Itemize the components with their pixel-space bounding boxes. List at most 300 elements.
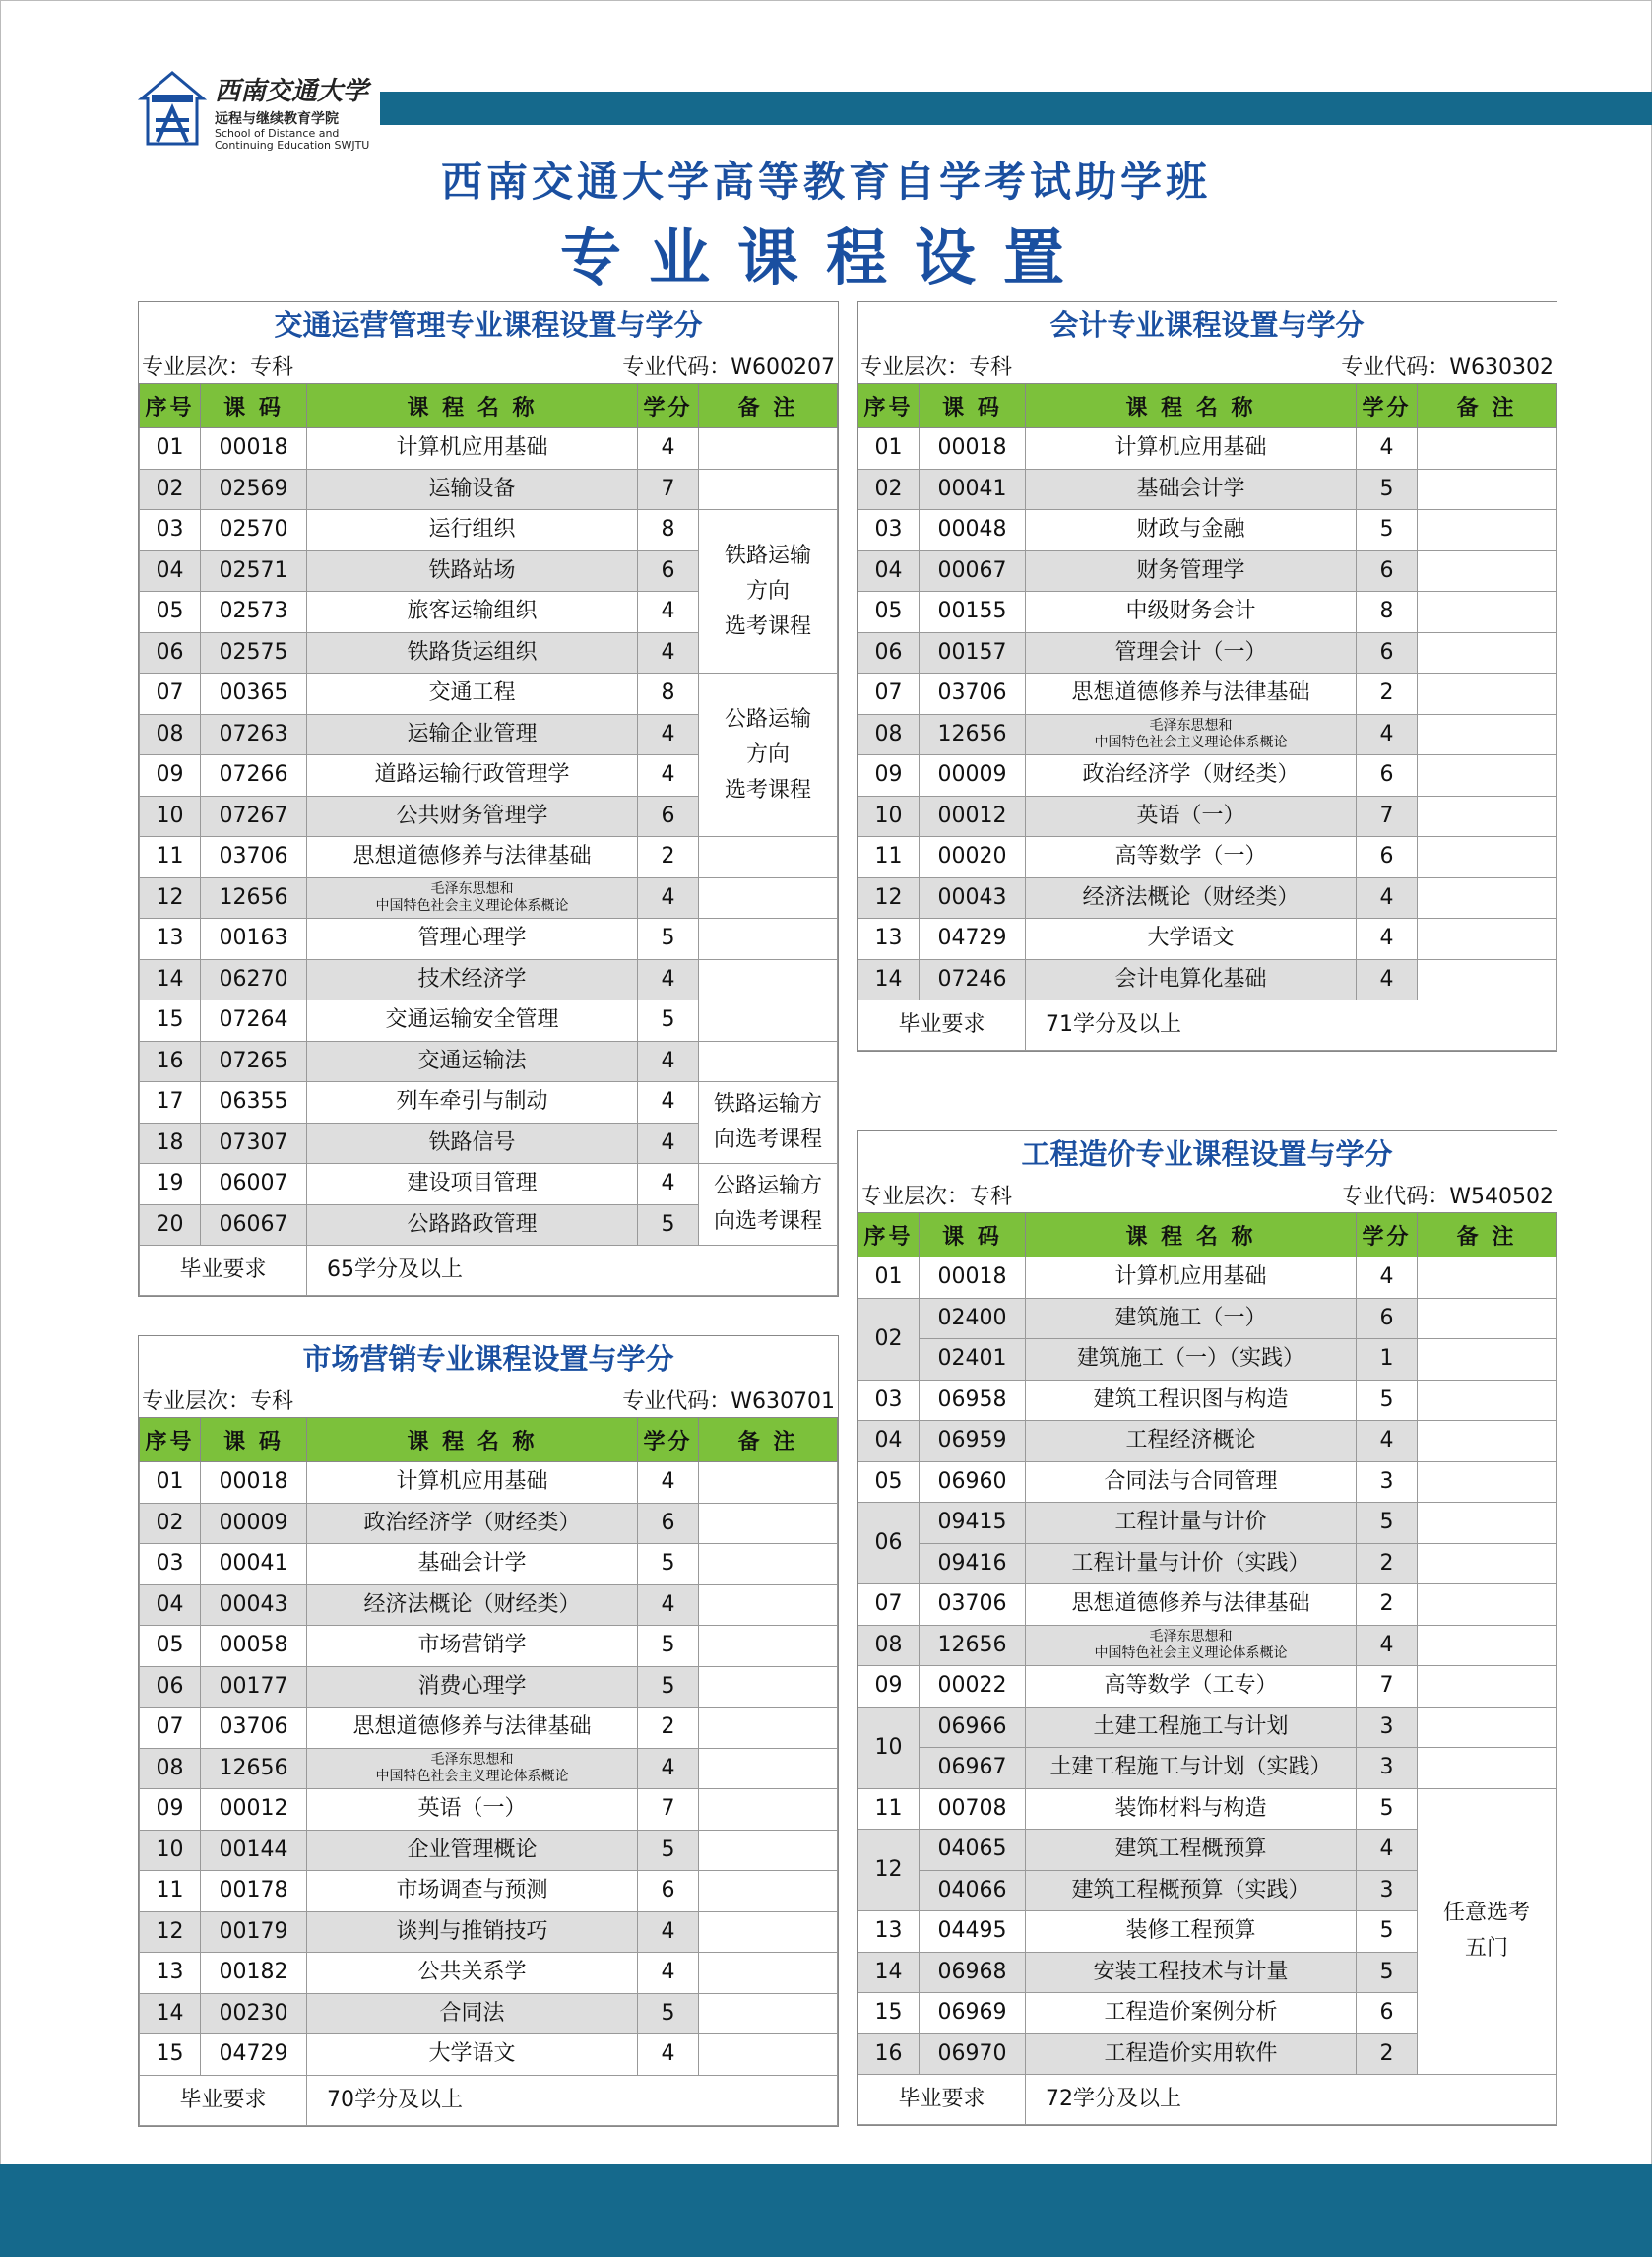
cell-credit: 2: [1357, 1543, 1418, 1584]
table-row: [858, 1380, 1557, 1421]
table-row: [858, 1666, 1557, 1708]
cell-seq: 18: [140, 1123, 201, 1164]
requirement-label: 毕业要求: [140, 1246, 307, 1296]
cell-note: [1418, 1339, 1557, 1381]
cell-code: 07265: [201, 1041, 307, 1082]
table-row: [858, 1257, 1557, 1299]
cell-seq: 12: [858, 877, 920, 919]
table-row: [858, 1584, 1557, 1626]
cell-seq: 10: [140, 796, 201, 837]
cell-seq: 02: [140, 469, 201, 510]
cell-name: 思想道德修养与法律基础: [1026, 674, 1357, 715]
cell-seq: 15: [140, 1000, 201, 1042]
cell-note: [699, 1544, 838, 1585]
cell-credit: 6: [1357, 632, 1418, 674]
cell-credit: 7: [638, 469, 699, 510]
cell-name: 会计电算化基础: [1026, 959, 1357, 1000]
cell-note: [699, 428, 838, 470]
cell-seq: 04: [858, 1421, 920, 1462]
major-code: 专业代码：W630701: [622, 1388, 835, 1414]
cell-seq: 14: [140, 1993, 201, 2034]
page-title: 西南交通大学高等教育自学考试助学班: [440, 158, 1211, 206]
cell-code: 06355: [201, 1082, 307, 1124]
cell-note: [699, 837, 838, 878]
cell-code: 00230: [201, 1993, 307, 2034]
col-name: 课 程 名 称: [1026, 1213, 1357, 1257]
cell-credit: 5: [638, 1000, 699, 1042]
cell-name: 计算机应用基础: [307, 1462, 638, 1504]
table-row: [858, 837, 1557, 878]
cell-name: 安装工程技术与计量: [1026, 1952, 1357, 1993]
cell-note: [1418, 1380, 1557, 1421]
cell-note: [1418, 1543, 1557, 1584]
cell-code: 00178: [201, 1871, 307, 1912]
table-row: [858, 550, 1557, 592]
cell-credit: 4: [638, 755, 699, 797]
cell-code: 00022: [920, 1666, 1026, 1708]
cell-credit: 2: [1357, 674, 1418, 715]
cell-credit: 2: [1357, 1584, 1418, 1626]
logo-cn: 西南交通大学: [215, 77, 369, 106]
table-row: [858, 796, 1557, 837]
cell-name: 公共财务管理学: [307, 796, 638, 837]
cell-credit: 5: [1357, 1911, 1418, 1953]
cell-credit: 4: [1357, 919, 1418, 960]
table-row: [140, 1789, 838, 1831]
cell-code: 03706: [920, 674, 1026, 715]
cell-credit: 5: [1357, 510, 1418, 551]
cell-code: 00012: [920, 796, 1026, 837]
cell-code: 06968: [920, 1952, 1026, 1993]
table-row: [858, 674, 1557, 715]
cell-name: 思想道德修养与法律基础: [307, 837, 638, 878]
requirement-row: [858, 2075, 1557, 2125]
cell-credit: 4: [638, 1041, 699, 1082]
cell-credit: 5: [638, 1666, 699, 1708]
cell-note: [699, 1993, 838, 2034]
col-note: 备 注: [1418, 384, 1557, 428]
cell-note: [1418, 1461, 1557, 1503]
cell-code: 00041: [201, 1544, 307, 1585]
cell-name: 合同法: [307, 1993, 638, 2034]
table-row: [140, 1708, 838, 1749]
cell-code: 04729: [201, 2034, 307, 2076]
cell-note: [699, 1462, 838, 1504]
cell-code: 00043: [201, 1584, 307, 1626]
cell-credit: 5: [638, 1993, 699, 2034]
header-band: [380, 92, 1652, 125]
table-row: [140, 1871, 838, 1912]
cell-code: 00365: [201, 674, 307, 715]
cell-name: 建筑工程概预算: [1026, 1830, 1357, 1871]
cell-name: 土建工程施工与计划（实践）: [1026, 1748, 1357, 1789]
panel-title: 工程造价专业课程设置与学分: [1021, 1137, 1393, 1171]
cell-seq: 07: [140, 1708, 201, 1749]
table-row: [140, 510, 838, 551]
cell-name: 旅客运输组织: [307, 592, 638, 633]
cell-seq: 03: [140, 510, 201, 551]
cell-credit: 4: [1357, 428, 1418, 470]
cell-code: 00012: [201, 1789, 307, 1831]
cell-code: 06970: [920, 2033, 1026, 2075]
logo-en-2: Continuing Education SWJTU: [215, 139, 370, 152]
cell-note: [699, 2034, 838, 2076]
cell-note: [1418, 674, 1557, 715]
panel-title: 会计专业课程设置与学分: [1049, 308, 1365, 342]
cell-seq: 01: [140, 428, 201, 470]
cell-code: 00157: [920, 632, 1026, 674]
cell-seq: 15: [858, 1993, 920, 2034]
table-row: [140, 2034, 838, 2076]
cell-name: 消费心理学: [307, 1666, 638, 1708]
col-name: 课 程 名 称: [307, 384, 638, 428]
cell-code: 02401: [920, 1339, 1026, 1381]
cell-name: 管理会计（一）: [1026, 632, 1357, 674]
cell-note: [699, 1748, 838, 1789]
table-row: [140, 1544, 838, 1585]
cell-note: [1418, 1625, 1557, 1666]
cell-name: 大学语文: [307, 2034, 638, 2076]
cell-credit: 4: [638, 1953, 699, 1994]
cell-credit: 1: [1357, 1339, 1418, 1381]
cell-name: 建筑施工（一）: [1026, 1298, 1357, 1339]
cell-code: 00155: [920, 592, 1026, 633]
cell-credit: 3: [1357, 1707, 1418, 1748]
cell-credit: 4: [638, 592, 699, 633]
cell-name: 土建工程施工与计划: [1026, 1707, 1357, 1748]
cell-seq: 02: [140, 1503, 201, 1544]
table-row: [858, 1748, 1557, 1789]
cell-code: 12656: [201, 1748, 307, 1789]
cell-seq: 09: [140, 755, 201, 797]
table-row: [140, 1462, 838, 1504]
cell-name: 思想道德修养与法律基础: [1026, 1584, 1357, 1626]
cell-code: 12656: [920, 1625, 1026, 1666]
cell-name: 建筑施工（一）（实践）: [1026, 1339, 1357, 1381]
table-row: [140, 1748, 838, 1789]
cell-code: 02569: [201, 469, 307, 510]
cell-name: 铁路货运组织: [307, 632, 638, 674]
cell-code: 09415: [920, 1503, 1026, 1544]
cell-note: [1418, 428, 1557, 470]
cell-name: 高等数学（一）: [1026, 837, 1357, 878]
cell-name: 基础会计学: [307, 1544, 638, 1585]
table-row: [140, 1993, 838, 2034]
cell-name: 计算机应用基础: [1026, 428, 1357, 470]
cell-seq: 04: [140, 550, 201, 592]
table-header: [140, 384, 838, 428]
cell-note: [699, 1911, 838, 1953]
cell-credit: 4: [638, 959, 699, 1000]
cell-seq: 09: [140, 1789, 201, 1831]
table-row: [858, 755, 1557, 797]
cell-credit: 6: [1357, 550, 1418, 592]
cell-code: 00048: [920, 510, 1026, 551]
cell-seq: 12: [140, 877, 201, 919]
cell-code: 07307: [201, 1123, 307, 1164]
col-code: 课 码: [201, 1418, 307, 1462]
cell-credit: 4: [1357, 1257, 1418, 1299]
table-row: [140, 1911, 838, 1953]
cell-credit: 5: [1357, 1503, 1418, 1544]
cell-note: [1418, 1298, 1557, 1339]
cell-code: 07264: [201, 1000, 307, 1042]
requirement-label: 毕业要求: [140, 2075, 307, 2125]
cell-note: [699, 1830, 838, 1871]
table-row: [140, 1666, 838, 1708]
col-seq: 序号: [140, 384, 201, 428]
cell-seq: 03: [858, 1380, 920, 1421]
cell-code: 07246: [920, 959, 1026, 1000]
cell-seq: 04: [140, 1584, 201, 1626]
cell-name: 毛泽东思想和 中国特色社会主义理论体系概论: [1026, 1625, 1357, 1666]
table-row: [858, 1298, 1557, 1339]
col-credit: 学分: [638, 1418, 699, 1462]
panel-costing: [857, 1130, 1557, 2126]
cell-seq: 07: [858, 674, 920, 715]
cell-seq: 15: [140, 2034, 201, 2076]
major-code: 专业代码：W630302: [1341, 355, 1554, 380]
cell-seq: 07: [140, 674, 201, 715]
table-row: [858, 428, 1557, 470]
cell-name: 公路路政管理: [307, 1204, 638, 1246]
col-credit: 学分: [1357, 1213, 1418, 1257]
cell-credit: 4: [1357, 959, 1418, 1000]
cell-code: 00018: [920, 1257, 1026, 1299]
cell-credit: 5: [638, 1830, 699, 1871]
panel-marketing: [138, 1335, 839, 2127]
cell-note: [1418, 592, 1557, 633]
cell-seq: 02: [858, 469, 920, 510]
cell-note: [1418, 1666, 1557, 1708]
cell-code: 00182: [201, 1953, 307, 1994]
cell-note: [1418, 755, 1557, 797]
cell-code: 06958: [920, 1380, 1026, 1421]
cell-credit: 6: [638, 796, 699, 837]
col-seq: 序号: [140, 1418, 201, 1462]
cell-note: 铁路运输方 向选考课程: [699, 1082, 838, 1164]
cell-name: 英语（一）: [1026, 796, 1357, 837]
cell-code: 02400: [920, 1298, 1026, 1339]
cell-note: [1418, 550, 1557, 592]
cell-name: 管理心理学: [307, 919, 638, 960]
cell-note: [1418, 469, 1557, 510]
cell-name: 建筑工程识图与构造: [1026, 1380, 1357, 1421]
major-level: 专业层次：专科: [142, 355, 294, 380]
table-row: [140, 877, 838, 919]
cell-credit: 4: [1357, 1421, 1418, 1462]
cell-seq: 09: [858, 755, 920, 797]
cell-seq: 13: [140, 1953, 201, 1994]
panel-title: 交通运营管理专业课程设置与学分: [274, 308, 703, 342]
cell-code: 00018: [201, 1462, 307, 1504]
table-row: [140, 1953, 838, 1994]
major-code: 专业代码：W600207: [622, 355, 835, 380]
cell-note: [1418, 837, 1557, 878]
cell-seq: 03: [140, 1544, 201, 1585]
cell-code: 02573: [201, 592, 307, 633]
cell-credit: 3: [1357, 1748, 1418, 1789]
cell-seq: 06: [858, 632, 920, 674]
course-table: [858, 383, 1557, 1051]
table-row: [858, 1543, 1557, 1584]
cell-name: 大学语文: [1026, 919, 1357, 960]
table-row: [858, 919, 1557, 960]
cell-credit: 4: [638, 1748, 699, 1789]
course-table: [139, 383, 838, 1296]
cell-code: 09416: [920, 1543, 1026, 1584]
cell-note: [699, 1789, 838, 1831]
cell-seq: 19: [140, 1164, 201, 1205]
cell-seq: 11: [858, 837, 920, 878]
cell-seq: 05: [858, 1461, 920, 1503]
cell-credit: 6: [638, 1503, 699, 1544]
cell-note: [1418, 714, 1557, 755]
cell-note: [699, 1708, 838, 1749]
requirement-value: 72学分及以上: [1026, 2075, 1557, 2125]
requirement-value: 65学分及以上: [307, 1246, 838, 1296]
cell-name: 市场调查与预测: [307, 1871, 638, 1912]
cell-credit: 6: [1357, 837, 1418, 878]
table-row: [140, 1584, 838, 1626]
cell-code: 00144: [201, 1830, 307, 1871]
table-row: [858, 1421, 1557, 1462]
cell-name: 市场营销学: [307, 1626, 638, 1667]
course-table: [139, 1417, 838, 2126]
table-row: [858, 1707, 1557, 1748]
cell-code: 00018: [201, 428, 307, 470]
cell-name: 装修工程预算: [1026, 1911, 1357, 1953]
cell-credit: 6: [638, 550, 699, 592]
university-logo-icon: [138, 69, 207, 148]
table-row: [858, 1503, 1557, 1544]
table-row: [140, 959, 838, 1000]
cell-name: 政治经济学（财经类）: [307, 1503, 638, 1544]
cell-name: 高等数学（工专）: [1026, 1666, 1357, 1708]
cell-note: [699, 1953, 838, 1994]
cell-credit: 7: [1357, 796, 1418, 837]
cell-name: 计算机应用基础: [307, 428, 638, 470]
table-row: [858, 714, 1557, 755]
cell-credit: 4: [638, 428, 699, 470]
cell-credit: 4: [638, 1462, 699, 1504]
cell-credit: 6: [1357, 1993, 1418, 2034]
cell-code: 00177: [201, 1666, 307, 1708]
cell-seq: 01: [858, 428, 920, 470]
cell-seq: 01: [140, 1462, 201, 1504]
col-code: 课 码: [920, 384, 1026, 428]
cell-credit: 8: [1357, 592, 1418, 633]
cell-code: 06067: [201, 1204, 307, 1246]
cell-seq: 06: [140, 632, 201, 674]
cell-code: 00009: [920, 755, 1026, 797]
cell-name: 经济法概论（财经类）: [1026, 877, 1357, 919]
cell-note: [1418, 510, 1557, 551]
footer-band: [0, 2164, 1652, 2257]
table-row: [140, 1626, 838, 1667]
cell-name: 交通运输法: [307, 1041, 638, 1082]
table-row: [858, 959, 1557, 1000]
cell-code: 00043: [920, 877, 1026, 919]
cell-credit: 5: [1357, 1952, 1418, 1993]
major-level: 专业层次：专科: [142, 1388, 294, 1414]
cell-code: 00708: [920, 1788, 1026, 1830]
cell-note: [1418, 1748, 1557, 1789]
table-row: [140, 469, 838, 510]
cell-note: [699, 469, 838, 510]
cell-note: 任意选考 五门: [1418, 1788, 1557, 2075]
cell-seq: 12: [858, 1830, 920, 1911]
cell-note: [1418, 877, 1557, 919]
requirement-value: 71学分及以上: [1026, 1000, 1557, 1051]
page-subtitle: 专业课程设置: [559, 222, 1092, 293]
cell-name: 英语（一）: [307, 1789, 638, 1831]
cell-note: [1418, 796, 1557, 837]
col-code: 课 码: [920, 1213, 1026, 1257]
cell-credit: 4: [638, 1082, 699, 1124]
cell-credit: 3: [1357, 1870, 1418, 1911]
col-note: 备 注: [1418, 1213, 1557, 1257]
cell-code: 03706: [201, 837, 307, 878]
cell-name: 经济法概论（财经类）: [307, 1584, 638, 1626]
cell-code: 04495: [920, 1911, 1026, 1953]
logo-sub: 远程与继续教育学院: [215, 111, 339, 127]
cell-credit: 4: [1357, 1830, 1418, 1871]
requirement-row: [858, 1000, 1557, 1051]
cell-credit: 5: [1357, 1788, 1418, 1830]
cell-code: 02575: [201, 632, 307, 674]
cell-seq: 11: [858, 1788, 920, 1830]
cell-credit: 4: [638, 1911, 699, 1953]
panel-info: [139, 348, 838, 383]
logo-en-1: School of Distance and: [215, 127, 340, 140]
table-row: [140, 919, 838, 960]
cell-credit: 5: [1357, 469, 1418, 510]
table-row: [140, 1041, 838, 1082]
cell-seq: 05: [140, 592, 201, 633]
cell-note: 公路运输方 向选考课程: [699, 1164, 838, 1246]
table-row: [140, 428, 838, 470]
cell-seq: 10: [140, 1830, 201, 1871]
cell-name: 企业管理概论: [307, 1830, 638, 1871]
cell-seq: 06: [140, 1666, 201, 1708]
cell-note: [699, 877, 838, 919]
table-header: [140, 1418, 838, 1462]
cell-name: 毛泽东思想和 中国特色社会主义理论体系概论: [307, 877, 638, 919]
table-row: [858, 632, 1557, 674]
cell-code: 00020: [920, 837, 1026, 878]
cell-code: 07267: [201, 796, 307, 837]
col-seq: 序号: [858, 384, 920, 428]
cell-code: 00067: [920, 550, 1026, 592]
cell-name: 政治经济学（财经类）: [1026, 755, 1357, 797]
cell-code: 03706: [201, 1708, 307, 1749]
cell-note: [699, 919, 838, 960]
cell-name: 运输设备: [307, 469, 638, 510]
col-name: 课 程 名 称: [307, 1418, 638, 1462]
cell-code: 06966: [920, 1707, 1026, 1748]
cell-name: 工程计量与计价: [1026, 1503, 1357, 1544]
table-row: [858, 1339, 1557, 1381]
table-row: [140, 1830, 838, 1871]
requirement-label: 毕业要求: [858, 2075, 1026, 2125]
cell-seq: 16: [140, 1041, 201, 1082]
cell-name: 交通运输安全管理: [307, 1000, 638, 1042]
cell-seq: 08: [140, 1748, 201, 1789]
cell-seq: 10: [858, 1707, 920, 1788]
table-row: [858, 469, 1557, 510]
cell-note: [1418, 959, 1557, 1000]
